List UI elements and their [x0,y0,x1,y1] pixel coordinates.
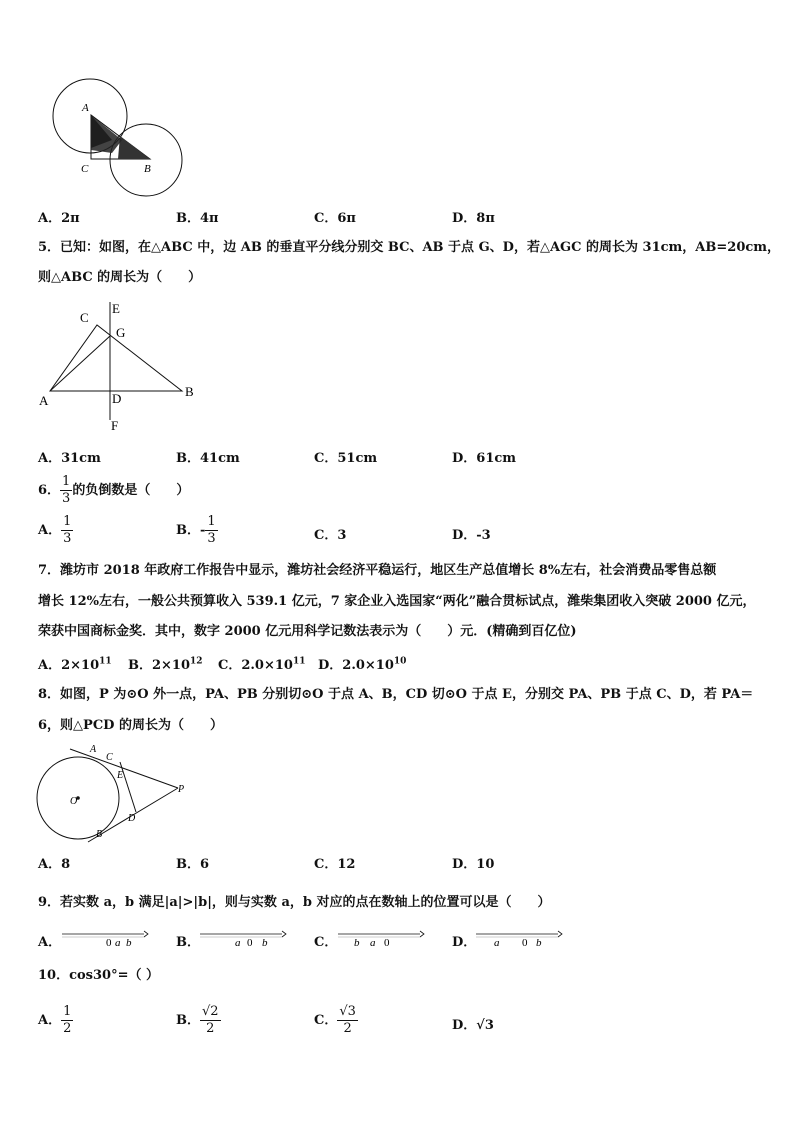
q9-option-d[interactable]: D． [452,935,477,950]
q6-opt-b-frac [205,514,217,547]
q9-option-b[interactable]: B． [176,935,200,950]
q8-option-a[interactable]: A．8 [38,857,71,872]
q5-label-g: G [116,325,126,340]
q9-axis-a[interactable] [60,926,150,950]
q5-label-a: A [39,393,49,408]
q5-figure [36,298,206,434]
q4-label-a: A [82,102,89,114]
q10-opt-a-num: 1 [63,1004,72,1019]
q5-label-e: E [112,301,120,316]
q7-line3: 荣获中国商标金奖．其中，数字 2000 亿元用科学记数法表示为（ ）元．(精确到百亿位) [38,624,577,639]
q10-opt-b-num: √2 [202,1004,219,1019]
q4-option-d[interactable]: D．8π [452,211,495,226]
q4-option-b[interactable]: B．4π [176,211,219,226]
q6-opt-a-num: 1 [63,514,72,529]
q10-opt-b-den: 2 [206,1021,215,1036]
q6-frac-den: 3 [62,491,71,506]
q9-b-a: a [235,937,241,949]
q6-opt-b-den: 3 [207,531,216,546]
q6-opt-a-label: A． [38,523,62,538]
circle-b [110,124,182,196]
q9-b-b: b [262,937,268,949]
q8-label-e: E [117,770,124,781]
q9-d-a: a [494,937,500,949]
q10-option-c[interactable] [314,1004,358,1037]
q8-label-d: D [128,813,136,824]
q8-label-c: C [106,752,113,763]
q9-axis-c[interactable] [336,926,426,950]
q6-opt-a-den: 3 [63,531,72,546]
q7-line2: 增长 12%左右，一般公共预算收入 539.1 亿元，7 家企业入选国家“两化”融合贯标试点，潍柴集团收入突破 2000 亿元， [38,594,756,609]
q10-opt-a-frac [61,1004,73,1037]
q5-line2: 则△ABC 的周长为（ ） [38,270,202,285]
q9-a-zero: 0 [106,937,112,949]
q7-opt-d-exp: 10 [393,656,407,667]
q7-option-c[interactable] [218,654,305,673]
q6-opt-b-num: 1 [207,514,216,529]
q9-d-b: b [536,937,542,949]
q4-option-a[interactable]: A．2π [38,211,80,226]
q8-label-o: O [70,796,78,807]
q7-line1: 7．潍坊市 2018 年政府工作报告中显示，潍坊社会经济平稳运行，地区生产总值增长 8%左右，社会消费品零售总额 [38,563,717,578]
q6-option-a[interactable] [38,514,73,547]
q7-opt-b-exp: 12 [190,656,203,667]
q4-figure [50,78,190,203]
q10-option-a[interactable] [38,1004,73,1037]
q8-figure [30,740,200,848]
q7-opt-c-exp: 11 [292,656,306,667]
q9-option-a[interactable]: A． [38,935,62,950]
shade-middle [91,115,122,153]
q9-d-zero: 0 [522,937,528,949]
q4-label-c: C [81,163,89,175]
q9-option-c[interactable]: C． [314,935,338,950]
q7-option-b[interactable] [128,654,203,673]
q5-label-c: C [80,310,89,325]
q9-axis-b[interactable] [198,926,288,950]
q10-stem: 10．cos30°=（ ） [38,968,160,983]
q10-opt-a-label: A． [38,1013,62,1028]
q8-option-c[interactable]: C．12 [314,857,356,872]
q10-opt-c-num: √3 [339,1004,356,1019]
q9-stem: 9．若实数 a，b 满足|a|>|b|，则与实数 a，b 对应的点在数轴上的位置可以是（ ） [38,895,551,910]
q10-opt-c-den: 2 [343,1021,352,1036]
q8-label-b: B [96,829,103,840]
q9-c-b: b [354,937,360,949]
q8-label-p: P [178,784,185,795]
q7-opt-a-exp: 11 [99,656,112,667]
q7-opt-b-base: B．2×10 [128,658,191,673]
q5-label-b: B [185,384,194,399]
q8-line1: 8．如图，P 为⊙O 外一点，PA、PB 分别切⊙O 于点 A、B，CD 切⊙O 于点 E，分别交 PA、PB 于点 C、D，若 PA＝ [38,687,754,702]
q6-option-d[interactable]: D．-3 [452,528,491,543]
q5-option-d[interactable]: D．61cm [452,451,517,466]
q9-c-a: a [370,937,376,949]
q6-prefix: 6． [38,483,61,498]
q5-label-d: D [112,391,122,406]
q5-option-a[interactable]: A．31cm [38,451,101,466]
q6-option-b[interactable] [176,514,218,547]
q10-opt-c-label: C． [314,1013,338,1028]
q9-a-b: b [126,937,132,949]
q10-option-b[interactable] [176,1004,221,1037]
q8-label-a: A [90,744,97,755]
q9-b-zero: 0 [247,937,253,949]
shaded-sector-b [118,136,150,159]
q10-option-d[interactable]: D．√3 [452,1018,494,1033]
q6-suffix: 的负倒数是（ ） [72,483,190,498]
q10-opt-b-label: B． [176,1013,200,1028]
q5-label-f: F [111,418,119,433]
q6-frac-num: 1 [62,474,71,489]
q6-opt-b-label: B．- [176,523,206,538]
q10-opt-b-frac [200,1004,221,1037]
q5-option-c[interactable]: C．51cm [314,451,378,466]
q5-option-b[interactable]: B．41cm [176,451,240,466]
q10-opt-c-frac [337,1004,358,1037]
q7-opt-c-base: C．2.0×10 [218,658,293,673]
q7-option-d[interactable] [318,654,406,673]
q6-opt-a-frac [61,514,73,547]
q7-opt-d-base: D．2.0×10 [318,658,394,673]
q6-option-c[interactable]: C．3 [314,528,347,543]
q4-option-c[interactable]: C．6π [314,211,356,226]
q4-label-b: B [144,163,151,175]
q8-option-b[interactable]: B．6 [176,857,210,872]
q8-option-d[interactable]: D．10 [452,857,495,872]
q9-axis-d[interactable] [474,926,564,950]
q9-a-a: a [115,937,121,949]
q6-stem [38,474,189,507]
q7-option-a[interactable] [38,654,112,673]
q10-opt-a-den: 2 [63,1021,72,1036]
q9-c-zero: 0 [384,937,390,949]
q8-line2: 6，则△PCD 的周长为（ ） [38,718,223,733]
q5-line1: 5．已知：如图，在△ABC 中，边 AB 的垂直平分线分别交 BC、AB 于点 G、D，若△AGC 的周长为 31cm，AB=20cm， [38,240,781,255]
q6-fraction [60,474,72,507]
q7-opt-a-base: A．2×10 [38,658,100,673]
